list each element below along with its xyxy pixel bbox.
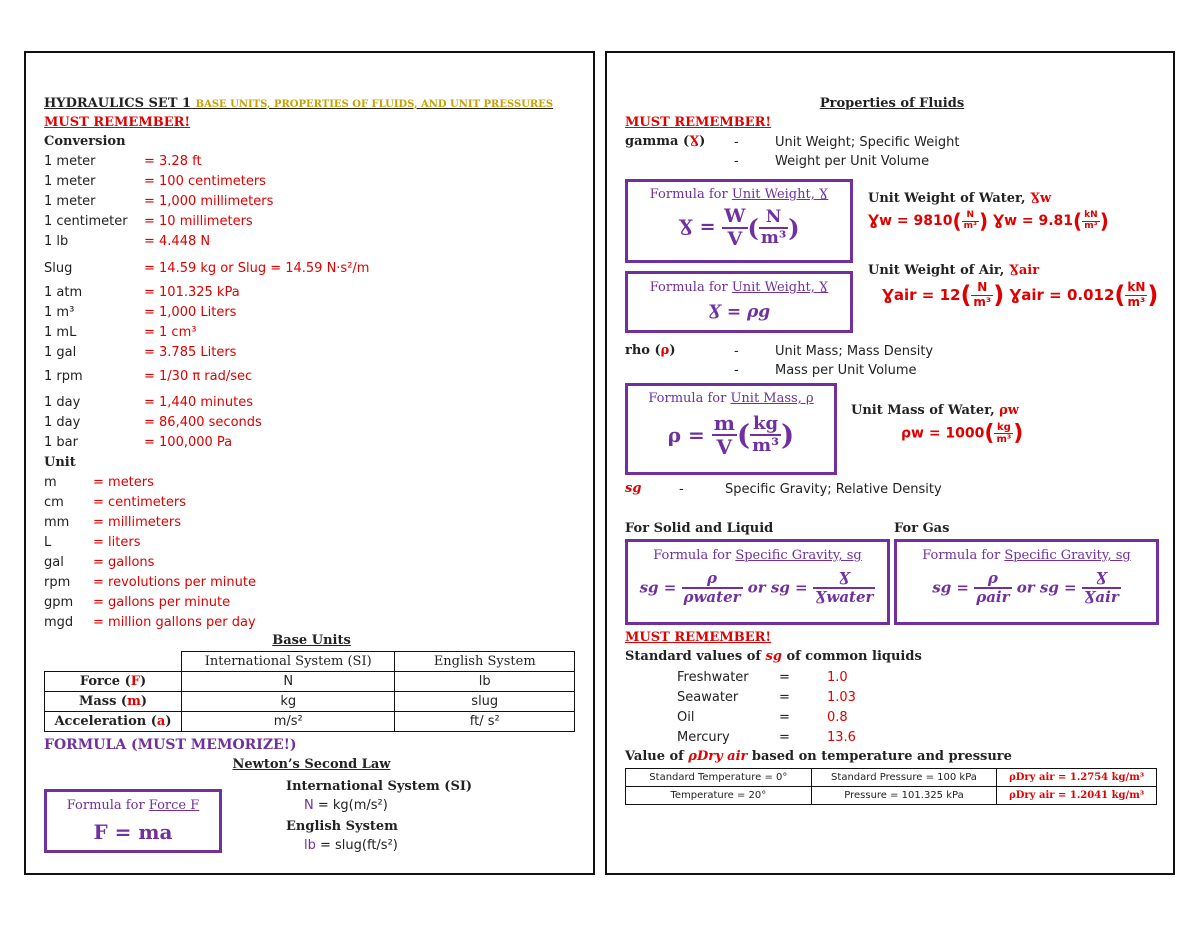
table-cell: Standard Temperature = 0° [626, 769, 812, 787]
unit-abbr: L [44, 535, 52, 550]
unit-abbr: m [44, 475, 57, 490]
table-cell: N [181, 672, 395, 692]
unit-heading: Unit [44, 455, 76, 470]
unit-abbr: mgd [44, 615, 74, 630]
conversion-to: = 86,400 seconds [144, 415, 262, 430]
page-title [44, 96, 553, 111]
base-units-heading: Base Units [272, 633, 351, 648]
dash: - [679, 482, 684, 497]
conversion-from: 1 day [44, 395, 81, 410]
sg-box-title: Formula for Specific Gravity, sg [653, 548, 862, 563]
conversion-from: 1 meter [44, 154, 96, 169]
english-heading: English System [286, 819, 398, 834]
unit-weight-box-title: Formula for Unit Weight, Ɣ [649, 280, 829, 295]
table-cell: slug [395, 692, 575, 712]
unit-weight-box-title: Formula for Unit Weight, Ɣ [649, 187, 829, 202]
table-cell: ft/ s² [395, 712, 575, 732]
dash: - [734, 363, 739, 378]
table-cell: Pressure = 101.325 kPa [811, 787, 997, 805]
liquid-name: Seawater [677, 690, 739, 705]
conversion-from: 1 mL [44, 325, 77, 340]
right-page-panel [605, 51, 1175, 875]
table-header-english: English System [395, 652, 575, 672]
unit-abbr: mm [44, 515, 70, 530]
unit-name: = revolutions per minute [93, 575, 256, 590]
table-row [626, 787, 1157, 805]
dash: - [734, 154, 739, 169]
solid-liquid-heading: For Solid and Liquid [625, 521, 774, 536]
conversion-from: 1 meter [44, 174, 96, 189]
unit-name: = gallons [93, 555, 155, 570]
air-unit-weight-values: Ɣair = 12( $\frac{N}{\text{m³}}$ ) Ɣair = 0.012( $\frac{kN}{\text{m³}}$ ) [882, 280, 1159, 309]
unit-name: = centimeters [93, 495, 186, 510]
conversion-to: = 100,000 Pa [144, 435, 233, 450]
si-equation: N = kg(m/s²) [304, 798, 388, 813]
sg-box-title: Formula for Specific Gravity, sg [922, 548, 1131, 563]
gamma-label: gamma (Ɣ) [625, 134, 706, 149]
conversion-from: 1 bar [44, 435, 78, 450]
conversion-to: = 1 cm³ [144, 325, 197, 340]
must-remember-heading-2: MUST REMEMBER! [625, 630, 772, 645]
force-equation: F = ma [93, 820, 173, 844]
table-cell: Standard Pressure = 100 kPa [811, 769, 997, 787]
must-remember-heading: MUST REMEMBER! [44, 115, 191, 130]
must-remember-heading: MUST REMEMBER! [625, 115, 772, 130]
left-page-panel [24, 51, 595, 875]
unit-weight-formula-box-2 [625, 271, 853, 333]
unit-weight-equation-2: Ɣ = ρg [707, 302, 771, 322]
rho-label: rho (ρ) [625, 343, 676, 358]
conversion-from: 1 centimeter [44, 214, 128, 229]
liquid-sg-value: 1.03 [827, 690, 856, 705]
unit-weight-equation-1: Ɣ = $\frac{W}{V}$ ( $\frac{N}{\text{m³}}$ ) [678, 205, 800, 250]
english-equation: lb = slug(ft/s²) [304, 838, 398, 853]
table-cell: lb [395, 672, 575, 692]
liquid-equals: = [779, 730, 790, 745]
conversion-from: Slug [44, 261, 73, 276]
water-unit-mass-title: Unit Mass of Water, ρw [851, 403, 1019, 418]
table-row-label: Force (F) [45, 672, 182, 692]
unit-name: = million gallons per day [93, 615, 256, 630]
conversion-to: = 101.325 kPa [144, 285, 240, 300]
conversion-from: 1 meter [44, 194, 96, 209]
sg-solid-equation: sg = $\frac{\rho}{\text{ρwater}}$ or sg = $\frac{Ɣ}{\text{Ɣwater}}$ [639, 569, 874, 606]
conversion-to: = 14.59 kg or Slug = 14.59 N·s²/m [144, 261, 370, 276]
table-cell: ρDry air = 1.2041 kg/m³ [997, 787, 1157, 805]
conversion-from: 1 lb [44, 234, 69, 249]
unit-abbr: gpm [44, 595, 74, 610]
unit-mass-equation: ρ = $\frac{m}{V}$ ( $\frac{kg}{\text{m³}}$ ) [667, 411, 795, 459]
table-cell: ρDry air = 1.2754 kg/m³ [997, 769, 1157, 787]
subtitle-text: BASE UNITS, PROPERTIES OF FLUIDS, AND UNIT PRESSURES [195, 99, 554, 110]
force-box-title: Formula for Force F [66, 798, 200, 813]
conversion-from: 1 gal [44, 345, 77, 360]
unit-abbr: rpm [44, 575, 71, 590]
sg-gas-formula-box [894, 539, 1159, 625]
conversion-to: = 10 millimeters [144, 214, 253, 229]
table-row [45, 672, 575, 692]
properties-title: Properties of Fluids [819, 96, 965, 111]
gas-heading: For Gas [894, 521, 950, 536]
formula-heading: FORMULA (MUST MEMORIZE!) [44, 737, 297, 753]
unit-name: = liters [93, 535, 141, 550]
conversion-to: = 3.28 ft [144, 154, 202, 169]
unit-mass-box-title: Formula for Unit Mass, ρ [648, 391, 814, 406]
rho-dry-air-heading: Value of ρDry air based on temperature and pressure [625, 749, 1012, 764]
unit-abbr: gal [44, 555, 64, 570]
liquid-sg-value: 1.0 [827, 670, 848, 685]
force-formula-box [44, 789, 222, 853]
table-header-si: International System (SI) [181, 652, 395, 672]
dash: - [734, 344, 739, 359]
rho-definition-1: Unit Mass; Mass Density [775, 344, 934, 359]
table-cell: m/s² [181, 712, 395, 732]
unit-weight-formula-box [625, 179, 853, 263]
sg-label: sg [625, 481, 642, 496]
sg-definition: Specific Gravity; Relative Density [725, 482, 942, 497]
table-row [626, 769, 1157, 787]
table-row [45, 692, 575, 712]
liquid-equals: = [779, 690, 790, 705]
air-unit-weight-title: Unit Weight of Air, Ɣair [868, 263, 1040, 278]
conversion-to: = 4.448 N [144, 234, 211, 249]
liquid-name: Oil [677, 710, 695, 725]
water-unit-weight-values: Ɣw = 9810( $\frac{N}{\text{m³}}$ ) Ɣw = 9.81( $\frac{kN}{\text{m³}}$ ) [868, 209, 1109, 233]
rho-definition-2: Mass per Unit Volume [775, 363, 917, 378]
dash: - [734, 135, 739, 150]
table-row [45, 712, 575, 732]
unit-name: = gallons per minute [93, 595, 231, 610]
unit-abbr: cm [44, 495, 64, 510]
standard-values-heading: Standard values of sg of common liquids [625, 649, 922, 664]
water-unit-weight-title: Unit Weight of Water, Ɣw [868, 191, 1052, 206]
conversion-to: = 1,000 millimeters [144, 194, 274, 209]
gamma-definition-1: Unit Weight; Specific Weight [775, 135, 960, 150]
table-cell: Temperature = 20° [626, 787, 812, 805]
liquid-name: Freshwater [677, 670, 749, 685]
water-unit-mass-value: ρw = 1000( $\frac{kg}{\text{m³}}$ ) [901, 421, 1024, 446]
table-row-label: Acceleration (a) [45, 712, 182, 732]
liquid-sg-value: 13.6 [827, 730, 856, 745]
liquid-sg-value: 0.8 [827, 710, 848, 725]
sg-solid-formula-box [625, 539, 890, 625]
si-heading: International System (SI) [286, 779, 473, 794]
conversion-from: 1 atm [44, 285, 83, 300]
conversion-heading: Conversion [44, 134, 126, 149]
conversion-to: = 100 centimeters [144, 174, 266, 189]
conversion-from: 1 day [44, 415, 81, 430]
unit-name: = millimeters [93, 515, 182, 530]
conversion-to: = 1,000 Liters [144, 305, 237, 320]
gamma-definition-2: Weight per Unit Volume [775, 154, 930, 169]
unit-name: = meters [93, 475, 154, 490]
liquid-name: Mercury [677, 730, 730, 745]
conversion-to: = 1/30 π rad/sec [144, 369, 253, 384]
liquid-equals: = [779, 670, 790, 685]
table-corner [45, 652, 182, 672]
conversion-from: 1 rpm [44, 369, 83, 384]
sg-gas-equation: sg = $\frac{\rho}{\text{ρair}}$ or sg = $\frac{Ɣ}{\text{Ɣair}}$ [932, 569, 1119, 606]
unit-mass-formula-box [625, 383, 837, 475]
rho-dry-air-table [625, 768, 1157, 805]
table-row-label: Mass (m) [45, 692, 182, 712]
title-text: HYDRAULICS SET 1 [44, 96, 192, 111]
newton-heading: Newton’s Second Law [232, 757, 391, 772]
base-units-table [44, 651, 575, 732]
conversion-from: 1 m³ [44, 305, 75, 320]
liquid-equals: = [779, 710, 790, 725]
conversion-to: = 1,440 minutes [144, 395, 253, 410]
conversion-to: = 3.785 Liters [144, 345, 237, 360]
table-cell: kg [181, 692, 395, 712]
